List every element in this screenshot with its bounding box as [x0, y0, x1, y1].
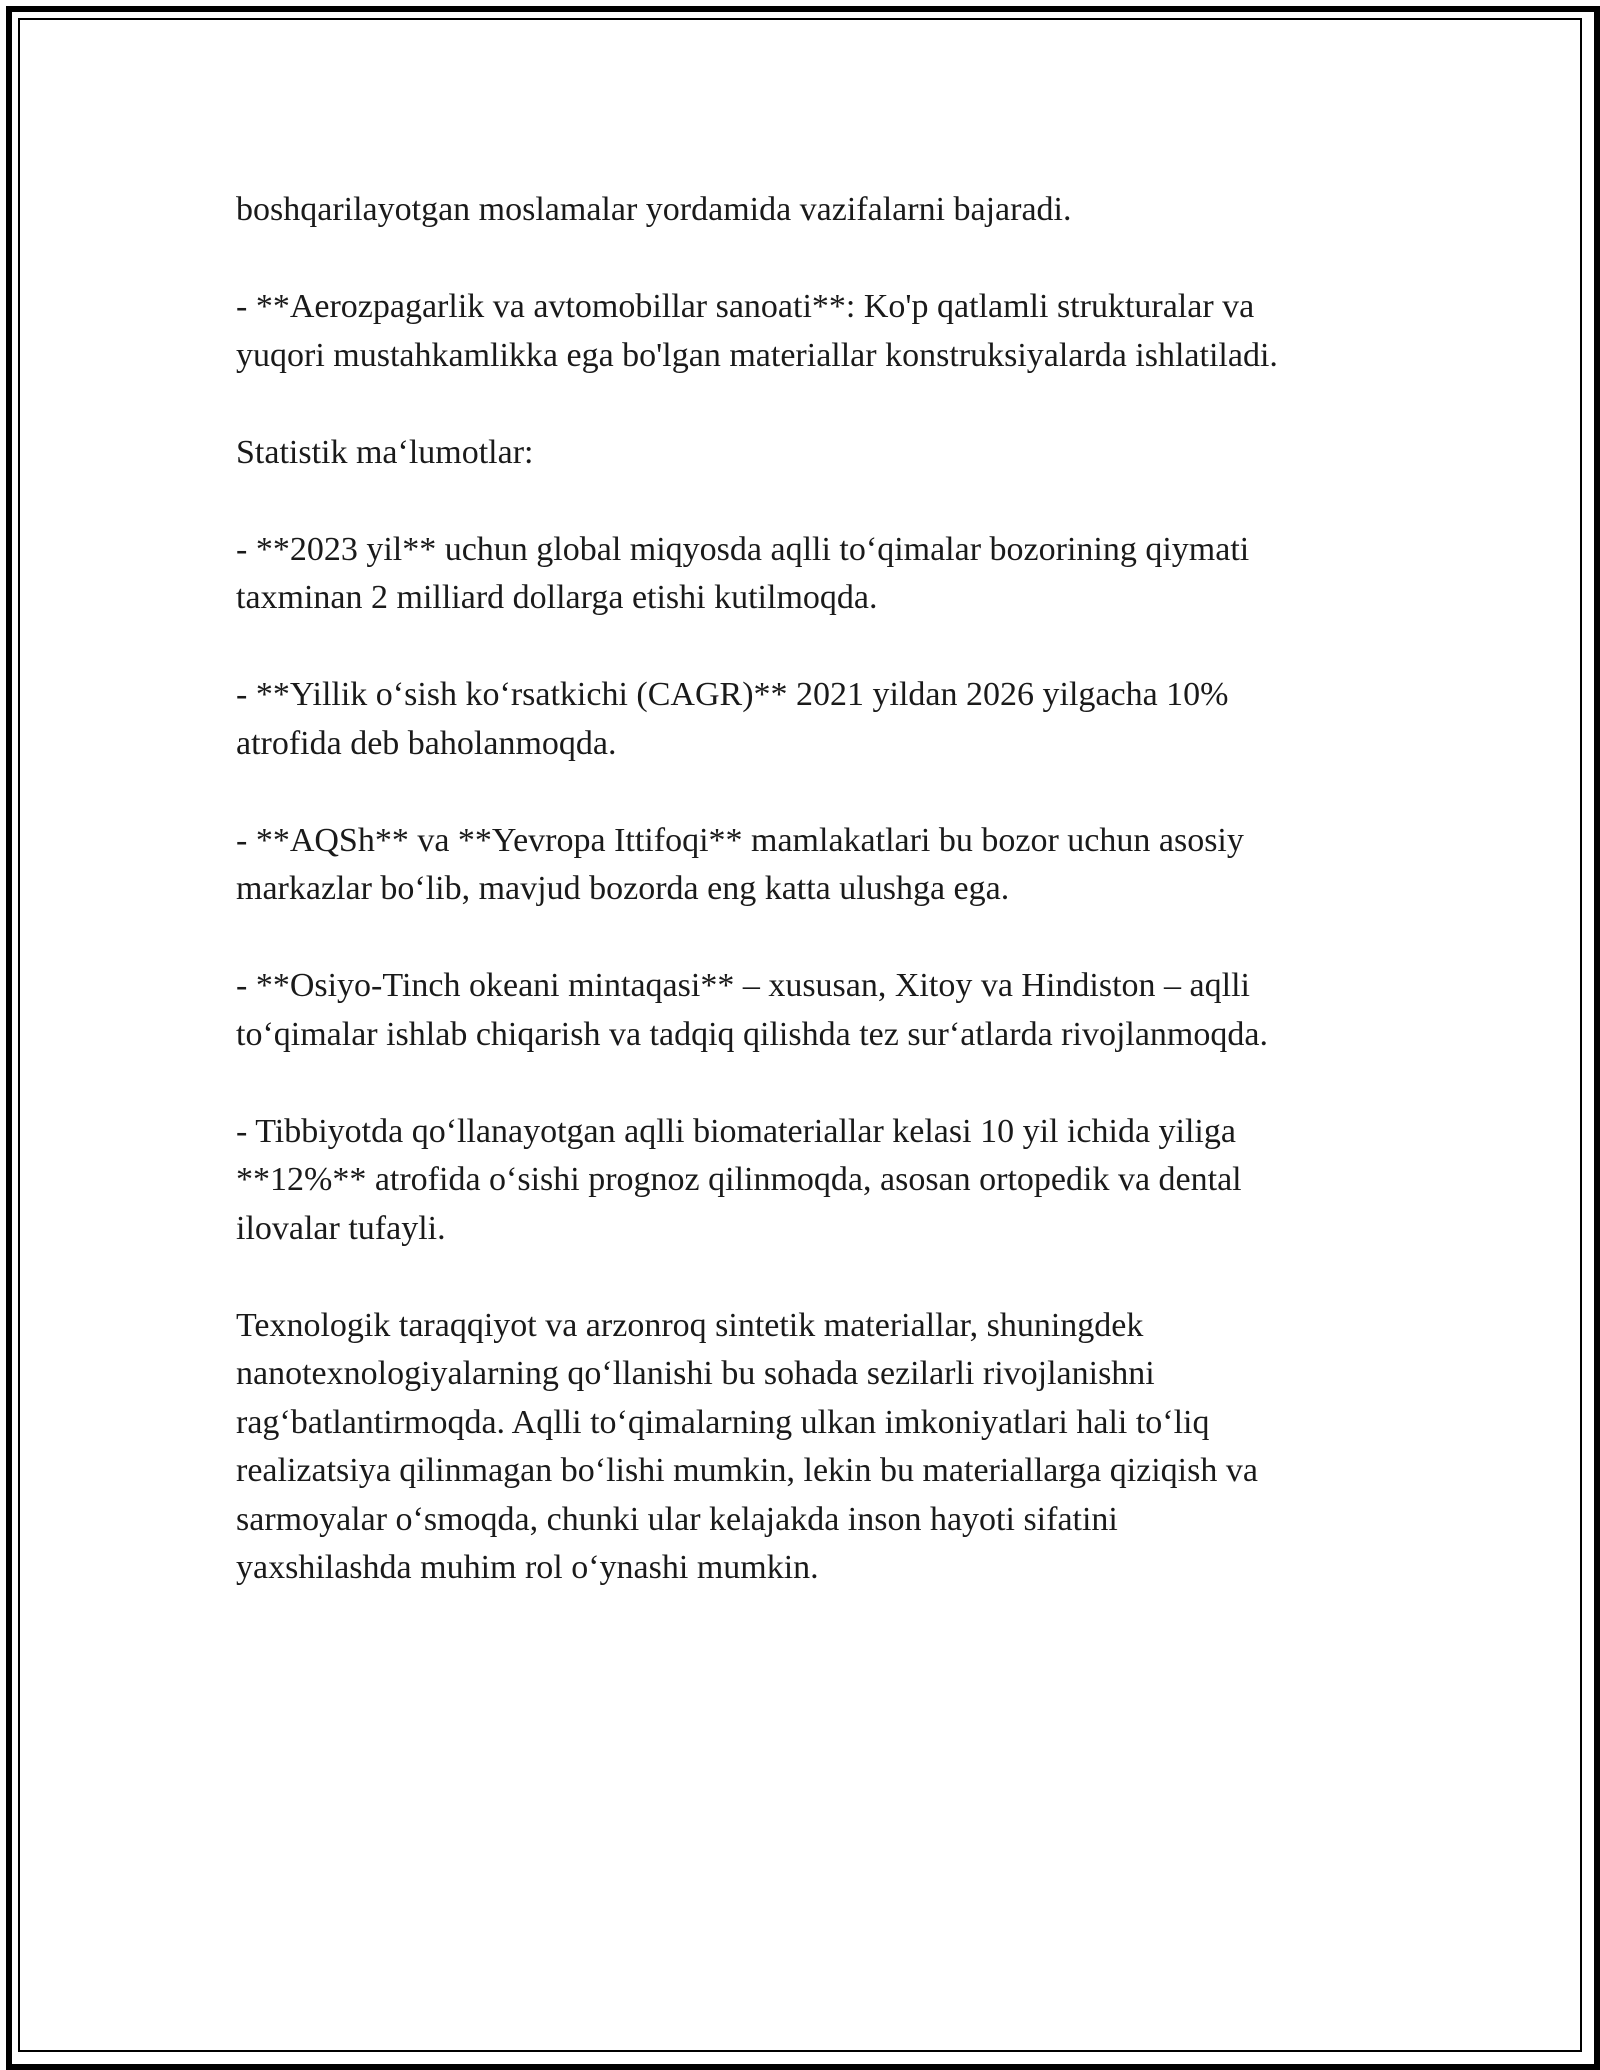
- text-line: - **2023 yil** uchun global miqyosda aqlli to‘qimalar bozorining qiymati: [236, 530, 1250, 568]
- paragraph-p7: [236, 962, 1386, 1059]
- paragraph-p8: [236, 1108, 1386, 1254]
- text-line: nanotexnologiyalarning qo‘llanishi bu sohada sezilarli rivojlanishni: [236, 1355, 1155, 1392]
- paragraph-p5: [236, 671, 1386, 768]
- text-line: - **Osiyo-Tinch okeani mintaqasi** – xususan, Xitoy va Hindiston – aqlli: [236, 967, 1250, 1004]
- text-line: to‘qimalar ishlab chiqarish va tadqiq qilishda tez sur‘atlarda rivojlanmoqda.: [236, 1015, 1268, 1053]
- text-line: sarmoyalar o‘smoqda, chunki ular kelajakda inson hayoti sifatini: [236, 1500, 1118, 1538]
- text-line: **12%** atrofida o‘sishi prognoz qilinmoqda, asosan ortopedik va dental: [236, 1161, 1242, 1198]
- paragraph-p1: [236, 186, 1386, 235]
- text-line: boshqarilayotgan moslamalar yordamida vazifalarni bajaradi.: [236, 191, 1072, 228]
- text-line: - **AQSh** va **Yevropa Ittifoqi** mamlakatlari bu bozor uchun asosiy: [236, 821, 1244, 859]
- text-line: taxminan 2 milliard dollarga etishi kutilmoqda.: [236, 579, 878, 616]
- text-line: Statistik ma‘lumotlar:: [236, 433, 534, 471]
- paragraph-p4: [236, 526, 1386, 623]
- paragraph-p9: [236, 1302, 1386, 1593]
- text-line: yuqori mustahkamlikka ega bo'lgan materiallar konstruksiyalarda ishlatiladi.: [236, 336, 1278, 374]
- text-line: - Tibbiyotda qo‘llanayotgan aqlli biomateriallar kelasi 10 yil ichida yiliga: [236, 1112, 1236, 1150]
- text-line: atrofida deb baholanmoqda.: [236, 724, 617, 762]
- text-line: - **Aerozpagarlik va avtomobillar sanoati**: Ko'p qatlamli strukturalar va: [236, 288, 1255, 325]
- text-line: realizatsiya qilinmagan bo‘lishi mumkin, lekin bu materiallarga qiziqish va: [236, 1452, 1258, 1489]
- paragraph-p6: [236, 817, 1386, 914]
- text-line: - **Yillik o‘sish ko‘rsatkichi (CAGR)** 2021 yildan 2026 yilgacha 10%: [236, 676, 1229, 713]
- text-line: Texnologik taraqqiyot va arzonroq sintetik materiallar, shuningdek: [236, 1306, 1144, 1344]
- text-line: rag‘batlantirmoqda. Aqlli to‘qimalarning ulkan imkoniyatlari hali to‘liq: [236, 1403, 1210, 1441]
- text-line: ilovalar tufayli.: [236, 1209, 446, 1247]
- paragraph-p2: [236, 283, 1386, 380]
- document-body: [236, 186, 1386, 1593]
- text-line: markazlar bo‘lib, mavjud bozorda eng katta ulushga ega.: [236, 870, 1010, 907]
- text-line: yaxshilashda muhim rol o‘ynashi mumkin.: [236, 1549, 819, 1586]
- paragraph-p3: [236, 429, 1386, 478]
